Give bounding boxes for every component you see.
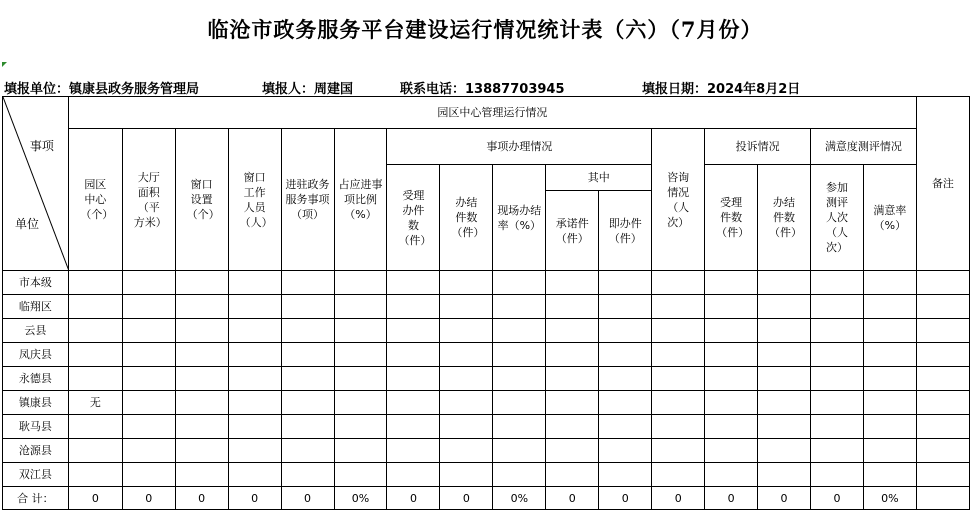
- cell-center[interactable]: [68, 343, 122, 367]
- data-cell[interactable]: [705, 295, 758, 319]
- data-cell[interactable]: [334, 415, 387, 439]
- data-cell[interactable]: [122, 367, 175, 391]
- data-cell[interactable]: [652, 271, 705, 295]
- total-value: 0: [758, 487, 811, 510]
- data-cell[interactable]: [916, 319, 969, 343]
- data-cell[interactable]: [599, 463, 652, 487]
- table-row: [3, 343, 970, 367]
- cell-center[interactable]: [68, 415, 122, 439]
- cell-center[interactable]: [68, 439, 122, 463]
- data-cell[interactable]: [916, 295, 969, 319]
- total-value: 0: [122, 487, 175, 510]
- data-cell[interactable]: [228, 367, 281, 391]
- data-cell[interactable]: [493, 271, 546, 295]
- data-cell[interactable]: [175, 343, 228, 367]
- col-onsite-rate: 现场办结率（%）: [493, 165, 546, 271]
- data-cell[interactable]: [440, 415, 493, 439]
- data-cell[interactable]: [705, 391, 758, 415]
- report-person: 填报人：周建国: [262, 82, 354, 97]
- cell-center[interactable]: [68, 271, 122, 295]
- data-cell[interactable]: [493, 415, 546, 439]
- data-cell[interactable]: [758, 271, 811, 295]
- total-row: [3, 487, 970, 510]
- data-cell[interactable]: [387, 391, 440, 415]
- data-cell[interactable]: [863, 439, 916, 463]
- data-cell[interactable]: [281, 295, 334, 319]
- data-cell[interactable]: [546, 439, 599, 463]
- data-cell[interactable]: [122, 295, 175, 319]
- data-cell[interactable]: [758, 391, 811, 415]
- data-cell[interactable]: [863, 391, 916, 415]
- data-cell[interactable]: [122, 391, 175, 415]
- group-satisfaction: 满意度测评情况: [811, 129, 917, 165]
- data-cell[interactable]: [493, 439, 546, 463]
- table-row: [3, 391, 970, 415]
- data-cell[interactable]: [705, 319, 758, 343]
- data-cell[interactable]: [758, 439, 811, 463]
- data-cell[interactable]: [863, 367, 916, 391]
- row-label: 双江县: [3, 463, 69, 487]
- table-body: [3, 271, 970, 487]
- data-cell[interactable]: [228, 271, 281, 295]
- data-cell[interactable]: [334, 367, 387, 391]
- data-cell[interactable]: [811, 439, 864, 463]
- data-cell[interactable]: [334, 463, 387, 487]
- data-cell[interactable]: [281, 391, 334, 415]
- data-cell[interactable]: [175, 367, 228, 391]
- data-cell[interactable]: [705, 415, 758, 439]
- data-cell[interactable]: [440, 391, 493, 415]
- data-cell[interactable]: [122, 463, 175, 487]
- data-cell[interactable]: [705, 439, 758, 463]
- data-cell[interactable]: [758, 295, 811, 319]
- cell-center[interactable]: [68, 463, 122, 487]
- data-cell[interactable]: [705, 463, 758, 487]
- table-row: [3, 271, 970, 295]
- report-unit: 填报单位：镇康县政务服务管理局: [4, 82, 200, 97]
- group-complaint: 投诉情况: [705, 129, 811, 165]
- data-cell[interactable]: [281, 271, 334, 295]
- data-cell[interactable]: [334, 439, 387, 463]
- cell-center[interactable]: [68, 319, 122, 343]
- data-cell[interactable]: [281, 343, 334, 367]
- data-cell[interactable]: [228, 439, 281, 463]
- data-cell[interactable]: [334, 295, 387, 319]
- data-cell[interactable]: [811, 343, 864, 367]
- data-cell[interactable]: [122, 271, 175, 295]
- col-completed: 办结件数（件）: [440, 165, 493, 271]
- col-window-staff: 窗口工作人员（人）: [228, 129, 281, 271]
- data-cell[interactable]: [281, 415, 334, 439]
- cell-center[interactable]: [68, 295, 122, 319]
- data-cell[interactable]: [334, 391, 387, 415]
- data-cell[interactable]: [916, 271, 969, 295]
- cell-center[interactable]: [68, 367, 122, 391]
- data-cell[interactable]: [387, 415, 440, 439]
- data-cell[interactable]: [916, 367, 969, 391]
- row-label: 镇康县: [3, 391, 69, 415]
- data-cell[interactable]: [863, 463, 916, 487]
- data-cell[interactable]: [758, 415, 811, 439]
- row-label: 凤庆县: [3, 343, 69, 367]
- data-cell[interactable]: [652, 439, 705, 463]
- data-cell[interactable]: [281, 319, 334, 343]
- data-cell[interactable]: [334, 319, 387, 343]
- col-window-count: 窗口设置（个）: [175, 129, 228, 271]
- data-cell[interactable]: [387, 295, 440, 319]
- data-cell[interactable]: [175, 295, 228, 319]
- total-value: 0: [705, 487, 758, 510]
- data-cell[interactable]: [228, 319, 281, 343]
- data-cell[interactable]: [811, 415, 864, 439]
- total-value: 0: [440, 487, 493, 510]
- data-cell[interactable]: [440, 343, 493, 367]
- data-cell[interactable]: [599, 319, 652, 343]
- data-cell[interactable]: [493, 391, 546, 415]
- data-cell[interactable]: [652, 343, 705, 367]
- data-cell[interactable]: [493, 367, 546, 391]
- page-title: 临沧市政务服务平台建设运行情况统计表（六）（7月份）: [207, 17, 763, 42]
- data-cell[interactable]: [175, 391, 228, 415]
- data-cell[interactable]: [440, 463, 493, 487]
- data-cell[interactable]: [758, 367, 811, 391]
- data-cell[interactable]: [387, 367, 440, 391]
- data-cell[interactable]: [546, 391, 599, 415]
- row-label: 临翔区: [3, 295, 69, 319]
- col-complaint-completed: 办结件数（件）: [758, 165, 811, 271]
- statistics-table: [2, 96, 970, 510]
- data-cell[interactable]: [916, 391, 969, 415]
- data-cell[interactable]: [863, 343, 916, 367]
- data-cell[interactable]: [652, 295, 705, 319]
- data-cell[interactable]: [387, 271, 440, 295]
- data-cell[interactable]: [440, 367, 493, 391]
- data-cell[interactable]: [652, 367, 705, 391]
- col-accepted: 受理办件数（件）: [387, 165, 440, 271]
- row-label: 云县: [3, 319, 69, 343]
- data-cell[interactable]: [863, 271, 916, 295]
- data-cell[interactable]: [599, 295, 652, 319]
- data-cell[interactable]: [493, 463, 546, 487]
- data-cell[interactable]: [175, 319, 228, 343]
- data-cell[interactable]: [599, 391, 652, 415]
- data-cell[interactable]: [122, 439, 175, 463]
- data-cell[interactable]: [175, 271, 228, 295]
- data-cell[interactable]: [440, 319, 493, 343]
- table-row: [3, 319, 970, 343]
- data-cell[interactable]: [705, 367, 758, 391]
- row-label: 永德县: [3, 367, 69, 391]
- data-cell[interactable]: [175, 439, 228, 463]
- data-cell[interactable]: [387, 319, 440, 343]
- report-date: 填报日期：2024年8月2日: [642, 82, 801, 97]
- cell-center[interactable]: 无: [68, 391, 122, 415]
- data-cell[interactable]: [652, 319, 705, 343]
- data-cell[interactable]: [281, 367, 334, 391]
- data-cell[interactable]: [175, 463, 228, 487]
- data-cell[interactable]: [916, 463, 969, 487]
- col-complaint-accepted: 受理件数（件）: [705, 165, 758, 271]
- data-cell[interactable]: [599, 415, 652, 439]
- data-cell[interactable]: [281, 439, 334, 463]
- col-center-count: 园区中心（个）: [68, 129, 122, 271]
- data-cell[interactable]: [281, 463, 334, 487]
- total-value: 0: [68, 487, 122, 510]
- data-cell[interactable]: [599, 439, 652, 463]
- total-value: 0: [546, 487, 599, 510]
- corner-diagonal: [3, 97, 68, 271]
- corner-label-items: 事项: [29, 139, 54, 153]
- data-cell[interactable]: [811, 271, 864, 295]
- data-cell[interactable]: [334, 343, 387, 367]
- corner-label-unit: 单位: [15, 217, 40, 231]
- group-handling: 事项办理情况: [387, 129, 652, 165]
- data-cell[interactable]: [546, 295, 599, 319]
- report-phone: 联系电话：13887703945: [400, 82, 565, 97]
- data-cell[interactable]: [599, 343, 652, 367]
- data-cell[interactable]: [811, 295, 864, 319]
- total-value: 0%: [493, 487, 546, 510]
- data-cell[interactable]: [652, 415, 705, 439]
- data-cell[interactable]: [122, 319, 175, 343]
- table-row: [3, 295, 970, 319]
- col-instant: 即办件（件）: [599, 191, 652, 271]
- data-cell[interactable]: [228, 343, 281, 367]
- data-cell[interactable]: [546, 343, 599, 367]
- col-hall-area: 大厅面积（平方米）: [122, 129, 175, 271]
- row-label: 市本级: [3, 271, 69, 295]
- data-cell[interactable]: [228, 415, 281, 439]
- table-row: [3, 439, 970, 463]
- row-label: 耿马县: [3, 415, 69, 439]
- data-cell[interactable]: [228, 463, 281, 487]
- col-participants: 参加测评人次（人次）: [811, 165, 864, 271]
- data-cell[interactable]: [916, 439, 969, 463]
- data-cell[interactable]: [122, 343, 175, 367]
- data-cell[interactable]: [440, 295, 493, 319]
- data-cell[interactable]: [440, 439, 493, 463]
- col-items-ratio: 占应进事项比例（%）: [334, 129, 387, 271]
- data-cell[interactable]: [546, 367, 599, 391]
- data-cell[interactable]: [916, 343, 969, 367]
- data-cell[interactable]: [863, 415, 916, 439]
- cell-marker: [2, 62, 7, 67]
- col-service-items: 进驻政务服务事项（项）: [281, 129, 334, 271]
- header-corner-cell: [3, 97, 69, 271]
- data-cell[interactable]: [811, 391, 864, 415]
- total-value: 0: [228, 487, 281, 510]
- data-cell[interactable]: [916, 415, 969, 439]
- total-value: 0%: [863, 487, 916, 510]
- table-row: [3, 415, 970, 439]
- total-value: 0: [652, 487, 705, 510]
- total-value: 0: [811, 487, 864, 510]
- data-cell[interactable]: [599, 271, 652, 295]
- data-cell[interactable]: [811, 367, 864, 391]
- data-cell[interactable]: [387, 439, 440, 463]
- data-cell[interactable]: [758, 343, 811, 367]
- table-row: [3, 367, 970, 391]
- data-cell[interactable]: [546, 319, 599, 343]
- data-cell[interactable]: [387, 463, 440, 487]
- col-consult: 咨询情况（人次）: [652, 129, 705, 271]
- data-cell[interactable]: [387, 343, 440, 367]
- data-cell[interactable]: [652, 463, 705, 487]
- row-label: 沧源县: [3, 439, 69, 463]
- total-value: 0: [599, 487, 652, 510]
- data-cell[interactable]: [705, 343, 758, 367]
- data-cell[interactable]: [493, 319, 546, 343]
- data-cell[interactable]: [546, 271, 599, 295]
- group-among: 其中: [546, 165, 652, 191]
- col-satisfaction-rate: 满意率（%）: [863, 165, 916, 271]
- data-cell[interactable]: [863, 295, 916, 319]
- col-promise: 承诺件（件）: [546, 191, 599, 271]
- total-label: 合 计：: [3, 487, 69, 510]
- data-cell[interactable]: [546, 415, 599, 439]
- data-cell[interactable]: [652, 391, 705, 415]
- total-value: 0: [175, 487, 228, 510]
- data-cell[interactable]: [493, 295, 546, 319]
- table-row: [3, 463, 970, 487]
- data-cell[interactable]: [758, 463, 811, 487]
- data-cell[interactable]: [228, 295, 281, 319]
- col-remark: 备注: [916, 97, 969, 271]
- data-cell[interactable]: [334, 271, 387, 295]
- data-cell[interactable]: [599, 367, 652, 391]
- data-cell[interactable]: [440, 271, 493, 295]
- total-value: 0: [387, 487, 440, 510]
- total-value: [916, 487, 969, 510]
- data-cell[interactable]: [228, 391, 281, 415]
- data-cell[interactable]: [546, 463, 599, 487]
- total-value: 0: [281, 487, 334, 510]
- total-value: 0%: [334, 487, 387, 510]
- group-park-center: 园区中心管理运行情况: [68, 97, 916, 129]
- report-info-bar: [0, 78, 970, 96]
- data-cell[interactable]: [811, 319, 864, 343]
- data-cell[interactable]: [122, 415, 175, 439]
- data-cell[interactable]: [811, 463, 864, 487]
- data-cell[interactable]: [705, 271, 758, 295]
- data-cell[interactable]: [175, 415, 228, 439]
- data-cell[interactable]: [758, 319, 811, 343]
- data-cell[interactable]: [493, 343, 546, 367]
- data-cell[interactable]: [863, 319, 916, 343]
